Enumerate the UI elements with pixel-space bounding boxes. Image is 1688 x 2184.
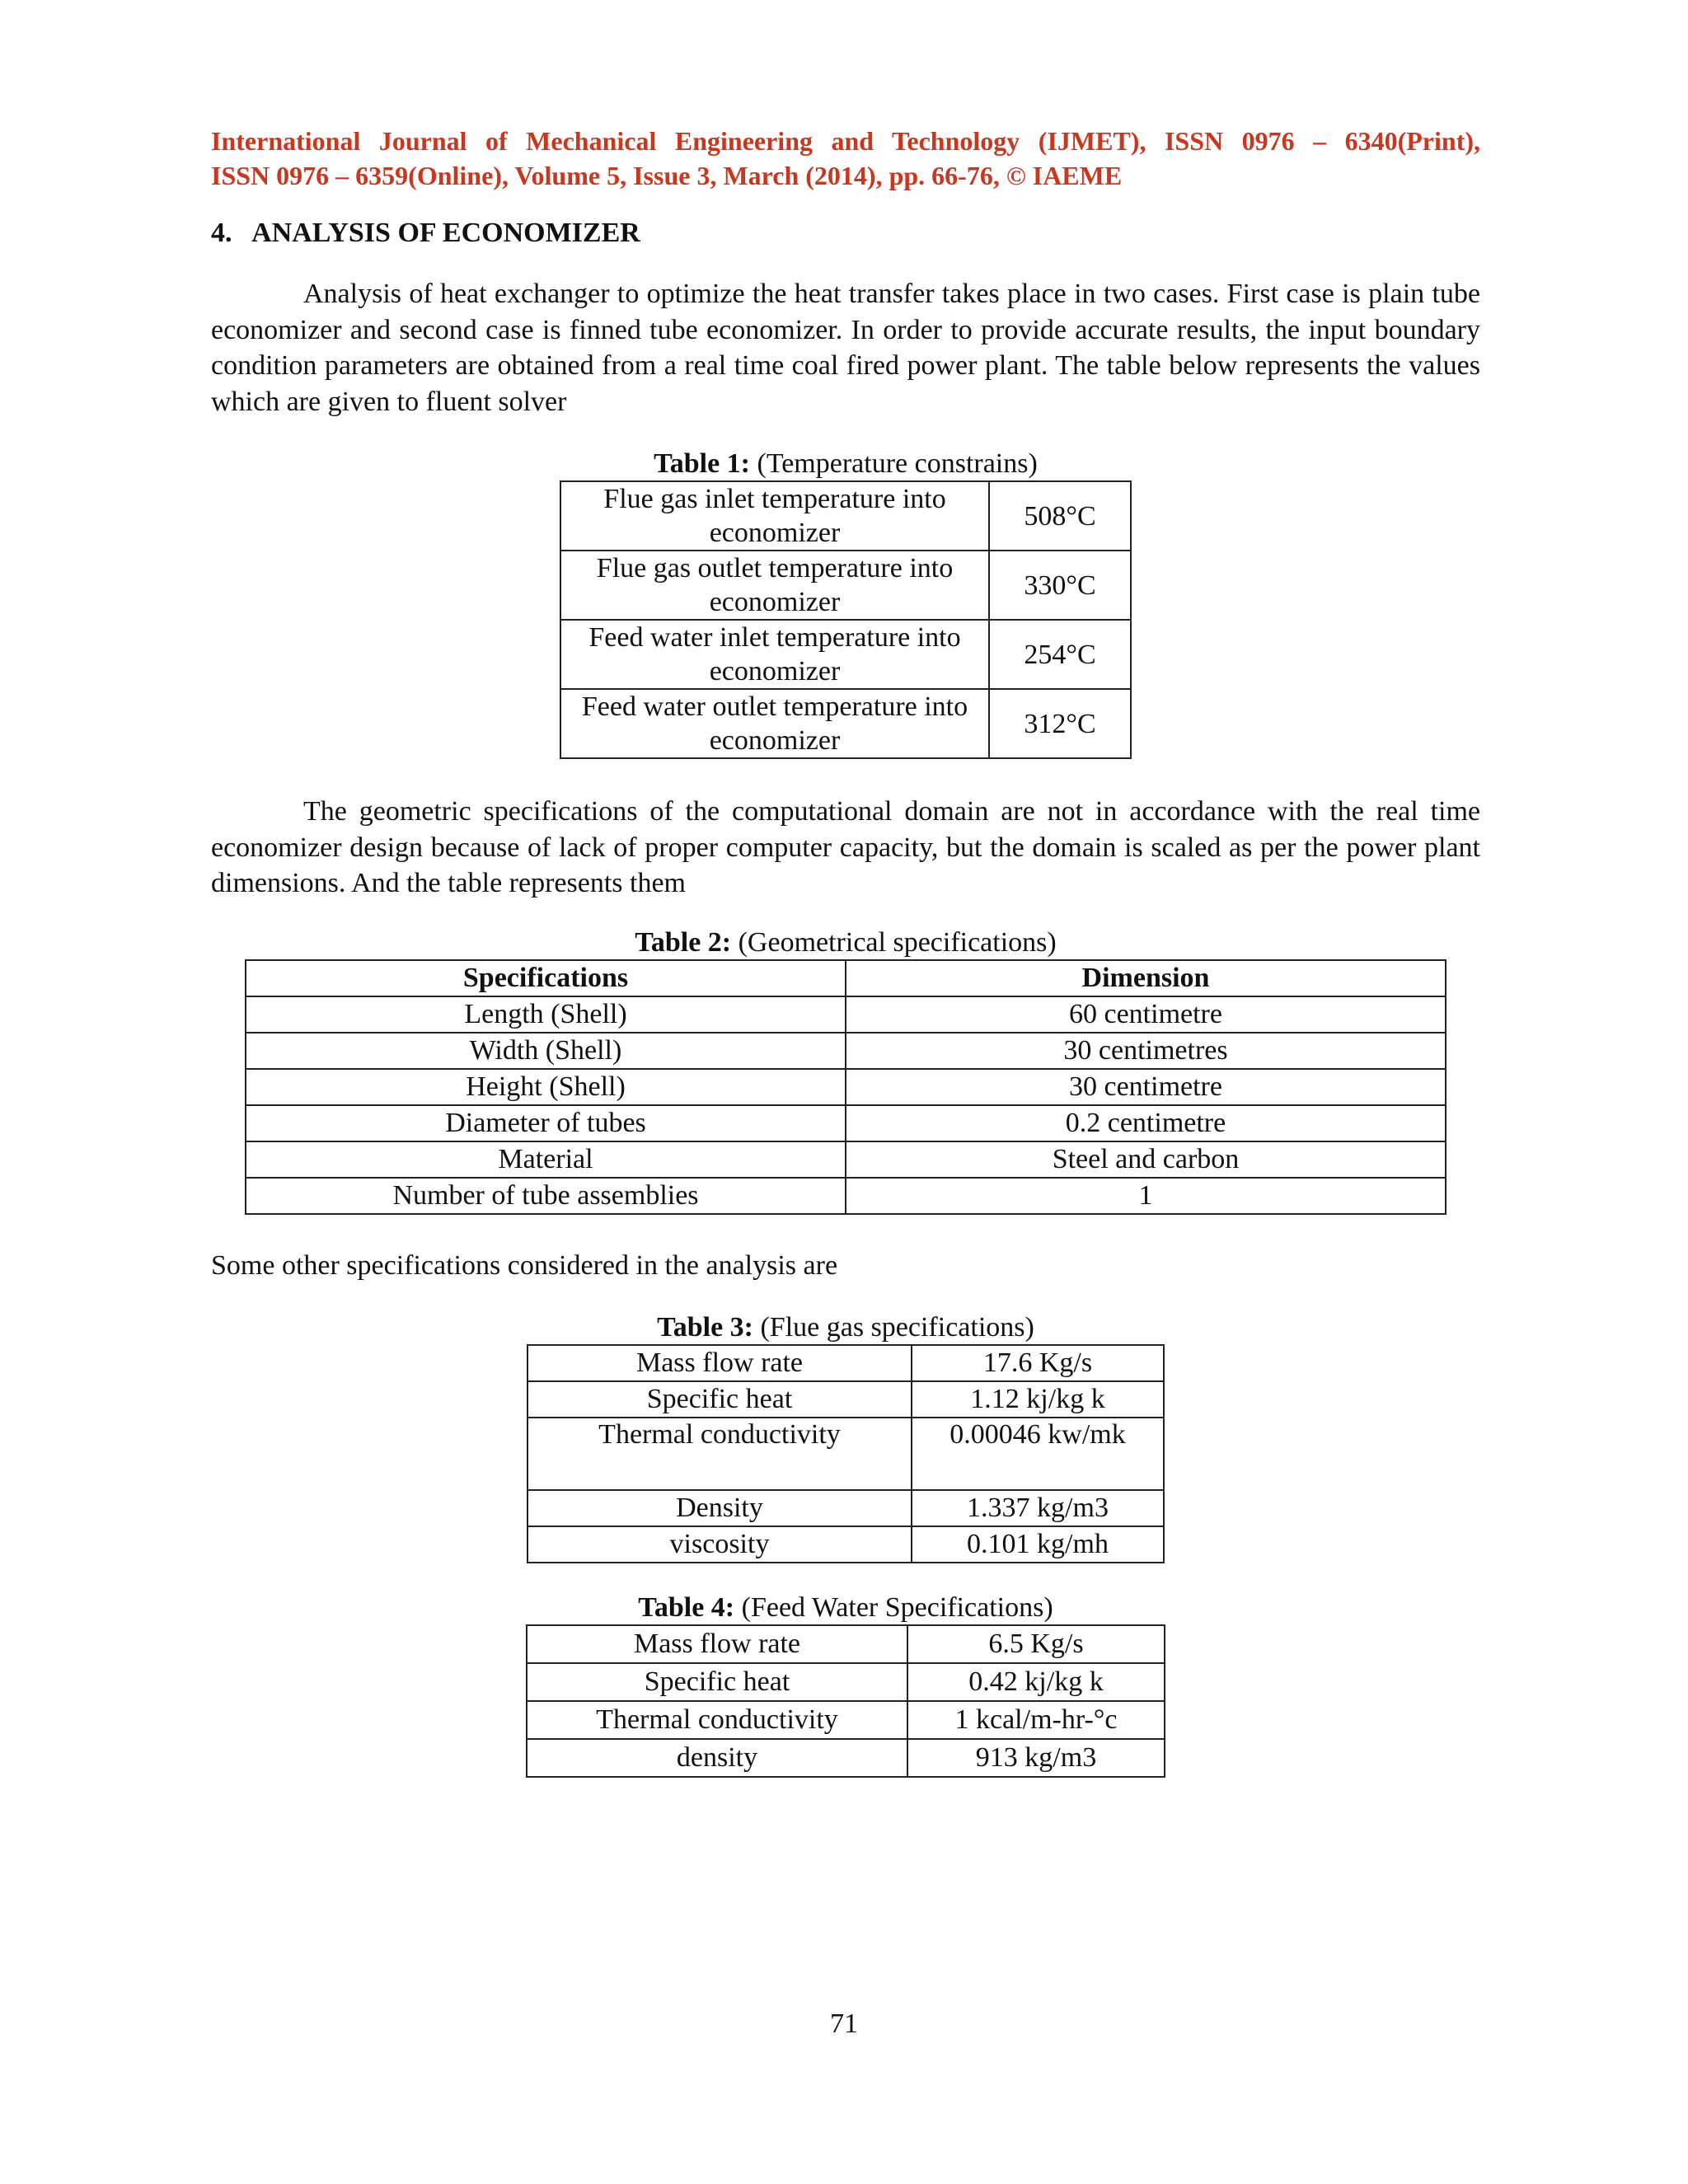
table-row — [246, 1033, 1446, 1069]
table-cell: 0.00046 kw/mk — [912, 1418, 1164, 1490]
table-cell: 30 centimetre — [846, 1069, 1446, 1105]
table-row — [528, 1381, 1164, 1418]
table-cell: Length (Shell) — [246, 996, 846, 1033]
table-cell: Thermal conductivity — [527, 1701, 907, 1739]
table-row — [527, 1701, 1165, 1739]
table-row — [528, 1490, 1164, 1526]
journal-header-line-2: ISSN 0976 – 6359(Online), Volume 5, Issue 3, March (2014), pp. 66-76, © IAEME — [211, 161, 1123, 190]
table-cell: 6.5 Kg/s — [907, 1625, 1165, 1663]
table-cell: 254°C — [989, 620, 1131, 689]
table-cell: Mass flow rate — [528, 1345, 912, 1381]
table-cell: 1.12 kj/kg k — [912, 1381, 1164, 1418]
table-row — [528, 1526, 1164, 1563]
table-cell: Steel and carbon — [846, 1141, 1446, 1178]
table-1 — [560, 480, 1132, 759]
table-cell: 60 centimetre — [846, 996, 1446, 1033]
table-cell: Diameter of tubes — [246, 1105, 846, 1141]
table-1-title: (Temperature constrains) — [750, 448, 1038, 479]
table-cell: 1.337 kg/m3 — [912, 1490, 1164, 1526]
table-3-caption — [211, 1311, 1480, 1344]
table-row — [246, 1141, 1446, 1178]
table-row — [246, 1178, 1446, 1214]
table-header-row — [246, 960, 1446, 996]
page-number: 71 — [830, 2008, 858, 2039]
table-cell: Flue gas outlet temperature into economizer — [560, 551, 989, 620]
table-cell: viscosity — [528, 1526, 912, 1563]
table-cell: Width (Shell) — [246, 1033, 846, 1069]
table-cell: 17.6 Kg/s — [912, 1345, 1164, 1381]
table-row — [528, 1418, 1164, 1490]
table-row — [527, 1625, 1165, 1663]
table-row — [527, 1663, 1165, 1701]
paragraph-2: The geometric specifications of the computational domain are not in accordance with the real time economizer design because of lack of proper computer capacity, but the domain is scaled as per the power plant dimensions. And the table represents them — [211, 796, 1480, 898]
table-cell: Material — [246, 1141, 846, 1178]
table-cell: 0.42 kj/kg k — [907, 1663, 1165, 1701]
table-row — [246, 996, 1446, 1033]
table-cell: 913 kg/m3 — [907, 1739, 1165, 1777]
table-1-caption — [211, 448, 1480, 480]
table-row — [527, 1739, 1165, 1777]
table-3 — [527, 1344, 1165, 1563]
paragraph-3: Some other specifications considered in the analysis are — [211, 1249, 838, 1281]
table-cell: Feed water outlet temperature into economizer — [560, 689, 989, 758]
table-cell: Height (Shell) — [246, 1069, 846, 1105]
table-4-caption — [211, 1591, 1480, 1624]
journal-header — [211, 124, 1480, 193]
table-4-label: Table 4: — [638, 1592, 735, 1623]
table-cell: 0.101 kg/mh — [912, 1526, 1164, 1563]
table-row — [560, 689, 1131, 758]
table-cell: 0.2 centimetre — [846, 1105, 1446, 1141]
table-cell: 312°C — [989, 689, 1131, 758]
table-cell: Specific heat — [527, 1663, 907, 1701]
table-2-caption — [211, 926, 1480, 959]
table-row — [560, 481, 1131, 551]
table-4 — [526, 1624, 1165, 1778]
table-header-cell: Specifications — [246, 960, 846, 996]
table-cell: Density — [528, 1490, 912, 1526]
table-cell: 30 centimetres — [846, 1033, 1446, 1069]
table-row — [528, 1345, 1164, 1381]
table-2-label: Table 2: — [635, 926, 732, 958]
paragraph-1: Analysis of heat exchanger to optimize the heat transfer takes place in two cases. First case is plain tube economizer and second case is finned tube economizer. In order to provide accurate results, the input boundary condition parameters are obtained from a real time coal fired power plant. The table below represents the values which are given to fluent solver — [211, 279, 1480, 417]
table-header-cell: Dimension — [846, 960, 1446, 996]
table-cell: Specific heat — [528, 1381, 912, 1418]
table-3-title: (Flue gas specifications) — [753, 1312, 1034, 1343]
page — [211, 124, 1480, 1778]
table-cell: 1 — [846, 1178, 1446, 1214]
table-cell: Number of tube assemblies — [246, 1178, 846, 1214]
table-3-label: Table 3: — [657, 1312, 753, 1343]
table-4-title: (Feed Water Specifications) — [734, 1592, 1053, 1623]
table-row — [560, 620, 1131, 689]
table-row — [560, 551, 1131, 620]
table-cell: 330°C — [989, 551, 1131, 620]
journal-header-line-1: International Journal of Mechanical Engineering and Technology (IJMET), ISSN 0976 – 6340(Print), — [211, 126, 1480, 156]
table-cell: 508°C — [989, 481, 1131, 551]
table-cell: density — [527, 1739, 907, 1777]
table-1-label: Table 1: — [654, 448, 750, 479]
table-cell: Feed water inlet temperature into economizer — [560, 620, 989, 689]
table-cell: Flue gas inlet temperature into economizer — [560, 481, 989, 551]
table-2 — [245, 959, 1447, 1215]
table-2-title: (Geometrical specifications) — [731, 926, 1057, 958]
table-cell: Thermal conductivity — [528, 1418, 912, 1490]
table-cell: 1 kcal/m-hr-°c — [907, 1701, 1165, 1739]
table-row — [246, 1069, 1446, 1105]
section-heading: 4. ANALYSIS OF ECONOMIZER — [211, 218, 640, 248]
table-cell: Mass flow rate — [527, 1625, 907, 1663]
table-row — [246, 1105, 1446, 1141]
